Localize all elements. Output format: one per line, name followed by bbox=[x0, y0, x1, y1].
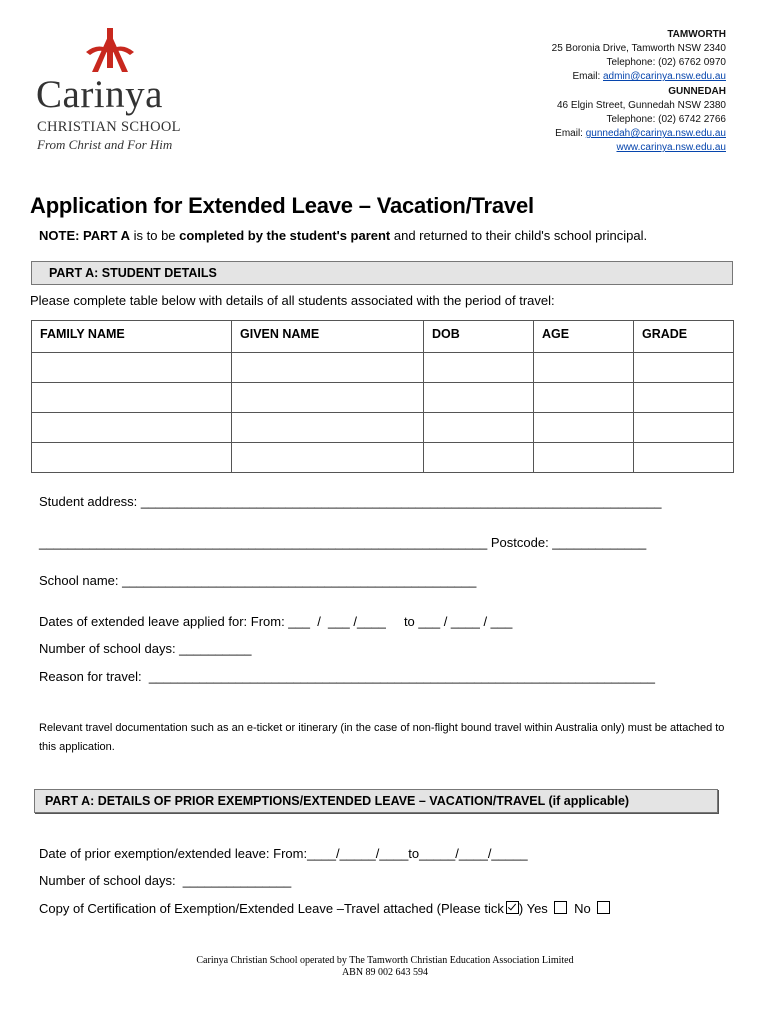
campus-address: 25 Boronia Drive, Tamworth NSW 2340 bbox=[551, 43, 726, 54]
yes-label: ) Yes bbox=[518, 901, 548, 916]
prior-date-field[interactable]: Date of prior exemption/extended leave: From:____/_____/____to_____/____/_____ bbox=[39, 846, 528, 861]
note: NOTE: PART A is to be completed by the student's parent and returned to their child's school principal. bbox=[39, 228, 648, 243]
school-name-field[interactable]: School name: _________________________________________________ bbox=[39, 573, 477, 588]
table-cell[interactable] bbox=[232, 413, 424, 443]
copy-certification-row bbox=[39, 901, 613, 916]
tamworth-contact bbox=[552, 28, 726, 84]
table-header-row bbox=[32, 321, 734, 353]
table-cell[interactable] bbox=[424, 413, 534, 443]
footer bbox=[0, 955, 770, 979]
no-checkbox[interactable] bbox=[597, 901, 610, 914]
campus-name: TAMWORTH bbox=[667, 29, 726, 40]
column-header: DOB bbox=[424, 321, 534, 353]
table-cell[interactable] bbox=[232, 353, 424, 383]
table-cell[interactable] bbox=[32, 353, 232, 383]
school-logo-emblem bbox=[80, 28, 140, 74]
student-table bbox=[31, 320, 734, 473]
website-link[interactable]: www.carinya.nsw.edu.au bbox=[616, 142, 726, 153]
table-row bbox=[32, 383, 734, 413]
campus-address: 46 Elgin Street, Gunnedah NSW 2380 bbox=[557, 100, 726, 111]
campus-phone: Telephone: (02) 6762 0970 bbox=[606, 57, 726, 68]
table-cell[interactable] bbox=[232, 383, 424, 413]
column-header: GRADE bbox=[634, 321, 734, 353]
page-title: Application for Extended Leave – Vacation/Travel bbox=[30, 193, 534, 218]
column-header: GIVEN NAME bbox=[232, 321, 424, 353]
logo-name: Carinya bbox=[36, 73, 163, 116]
column-header: FAMILY NAME bbox=[32, 321, 232, 353]
table-cell[interactable] bbox=[534, 383, 634, 413]
yes-checkbox[interactable] bbox=[554, 901, 567, 914]
logo-school: CHRISTIAN SCHOOL bbox=[37, 119, 181, 135]
table-cell[interactable] bbox=[634, 383, 734, 413]
gunnedah-contact bbox=[555, 85, 726, 141]
table-row bbox=[32, 443, 734, 473]
postcode-field[interactable]: ______________________________________________________________ Postcode: _____________ bbox=[39, 535, 647, 550]
copy-certification-label: Copy of Certification of Exemption/Extended Leave –Travel attached (Please tick bbox=[39, 901, 504, 916]
email-label: Email: bbox=[572, 71, 603, 82]
logo-tagline: From Christ and For Him bbox=[37, 137, 173, 152]
prior-exemptions-heading: PART A: DETAILS OF PRIOR EXEMPTIONS/EXTENDED LEAVE – VACATION/TRAVEL (if applicable) bbox=[34, 789, 718, 813]
campus-phone: Telephone: (02) 6742 2766 bbox=[606, 114, 726, 125]
school-days-field[interactable]: Number of school days: __________ bbox=[39, 641, 252, 656]
email-label: Email: bbox=[555, 128, 586, 139]
table-cell[interactable] bbox=[634, 443, 734, 473]
table-row bbox=[32, 413, 734, 443]
table-cell[interactable] bbox=[32, 443, 232, 473]
gunnedah-email-link[interactable]: gunnedah@carinya.nsw.edu.au bbox=[585, 128, 726, 139]
table-cell[interactable] bbox=[634, 353, 734, 383]
table-cell[interactable] bbox=[424, 383, 534, 413]
no-label: No bbox=[574, 901, 591, 916]
table-row bbox=[32, 353, 734, 383]
prior-days-row bbox=[39, 873, 291, 888]
prior-days-label: Number of school days: bbox=[39, 873, 183, 888]
table-cell[interactable] bbox=[32, 413, 232, 443]
documentation-note: Relevant travel documentation such as an e-ticket or itinerary (in the case of non-flight bound travel within Australia only) must be attached to this application. bbox=[39, 722, 725, 753]
leave-dates-field[interactable]: Dates of extended leave applied for: From: ___ / ___ /____ to ___ / ____ / ___ bbox=[39, 614, 513, 629]
reason-field[interactable]: Reason for travel: ______________________________________________________________________ bbox=[39, 669, 655, 684]
part-a-heading: PART A: STUDENT DETAILS bbox=[31, 261, 733, 285]
table-cell[interactable] bbox=[424, 353, 534, 383]
table-cell[interactable] bbox=[232, 443, 424, 473]
table-cell[interactable] bbox=[424, 443, 534, 473]
table-cell[interactable] bbox=[534, 353, 634, 383]
prior-days-field[interactable]: _______________ bbox=[182, 873, 292, 888]
campus-name: GUNNEDAH bbox=[668, 86, 726, 97]
table-cell[interactable] bbox=[634, 413, 734, 443]
table-instruction: Please complete table below with details of all students associated with the period of travel: bbox=[30, 293, 555, 308]
footer-line: Carinya Christian School operated by The Tamworth Christian Education Association Limited bbox=[196, 955, 574, 966]
tamworth-email-link[interactable]: admin@carinya.nsw.edu.au bbox=[603, 71, 726, 82]
footer-abn: ABN 89 002 643 594 bbox=[341, 967, 429, 978]
table-cell[interactable] bbox=[534, 443, 634, 473]
table-cell[interactable] bbox=[534, 413, 634, 443]
tick-example-icon bbox=[506, 901, 519, 914]
table-cell[interactable] bbox=[32, 383, 232, 413]
student-address-field[interactable]: Student address: ________________________________________________________________________ bbox=[39, 494, 662, 509]
column-header: AGE bbox=[534, 321, 634, 353]
